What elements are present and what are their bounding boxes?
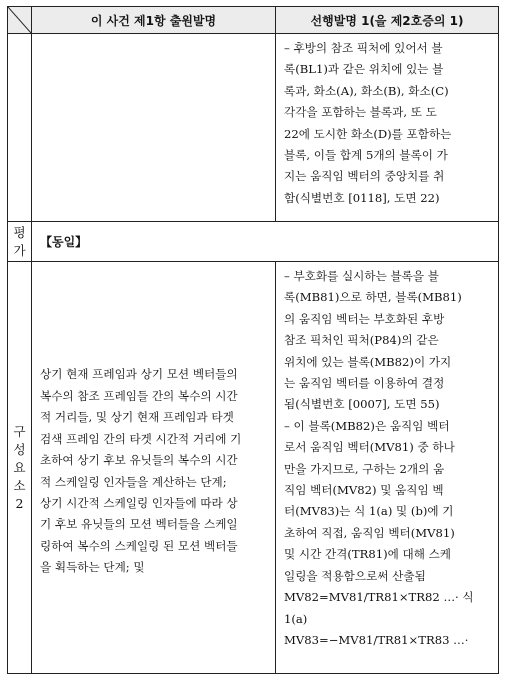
text-line: 됨(식별번호 [0007], 도면 55): [284, 397, 440, 412]
header-row: [8, 7, 499, 34]
diagonal-line: [8, 7, 31, 33]
text-line: 의 움직임 벡터는 부호화된 후방: [284, 311, 445, 326]
text-line: MV83=−MV81/TR81×TR83 …·: [284, 632, 469, 647]
text-line: – 이 블록(MB82)은 움직임 벡터: [284, 418, 450, 433]
text-line: 기 후보 유닛들의 모션 벡터들을 스케일: [40, 517, 238, 532]
side-char: 구: [13, 423, 26, 439]
header-prior-art: 선행발명 1(을 제2호증의 1): [276, 7, 499, 34]
side-empty-cell: [8, 34, 32, 222]
row-component-2: [8, 262, 499, 674]
text-line: 복수의 참조 프레임들 간의 복수의 시간: [40, 388, 238, 403]
side-char: 성: [13, 441, 26, 457]
text-line: 링하여 복수의 스케일링 된 모션 벡터들: [40, 538, 238, 553]
prior-art-cell-1: [276, 34, 499, 222]
text-line: 함(식별번호 [0118], 도면 22): [284, 190, 440, 205]
side-char: 평: [13, 224, 26, 240]
side-char: 요: [13, 459, 26, 475]
text-line: 참조 픽처인 픽처(P84)의 같은: [284, 333, 439, 348]
text-line: 록과, 화소(A), 화소(B), 화소(C): [284, 83, 449, 98]
evaluation-text: 【동일】: [32, 222, 499, 262]
text-line: 1(a): [284, 611, 308, 626]
text-line: – 부호화를 실시하는 블록을 블: [284, 269, 439, 283]
text-line: 만을 가지므로, 구하는 2개의 움: [284, 461, 445, 476]
text-line: MV82=MV81/TR81×TR82 …· 식: [284, 590, 474, 605]
diagonal-corner-cell: [8, 7, 32, 34]
text-line: 지는 움직임 벡터의 중앙치를 취: [284, 169, 445, 184]
side-char: 가: [13, 242, 26, 258]
text-line: 을 획득하는 단계; 및: [40, 560, 145, 575]
text-line: 적 스케일링 인자들을 계산하는 단계;: [40, 474, 227, 489]
side-char: 2: [15, 495, 24, 511]
text-line: 검색 프레임 간의 타겟 시간적 거리에 기: [40, 431, 242, 446]
text-line: 로서 움직임 벡터(MV81) 중 하나: [284, 440, 455, 455]
text-line: 적 거리들, 및 상기 현재 프레임과 타겟: [40, 410, 234, 425]
text-line: 초하여 상기 후보 유닛들의 복수의 시간: [40, 453, 238, 468]
text-line: 록(MB81)으로 하면, 블록(MB81): [284, 290, 462, 305]
text-line: 각각을 포함하는 블록과, 또 도: [284, 105, 437, 120]
text-line: – 후방의 참조 픽처에 있어서 블: [284, 41, 443, 55]
header-claimed-invention: 이 사건 제1항 출원발명: [32, 7, 276, 34]
side-label-evaluation: [8, 222, 32, 262]
side-char: 소: [13, 477, 26, 493]
text-line: 터(MV83)는 식 1(a) 및 (b)에 기: [284, 504, 454, 519]
text-line: 일링을 적용함으로써 산출됨: [284, 568, 426, 583]
text-line: 상기 시간적 스케일링 인자들에 따라 상: [40, 495, 238, 510]
text-line: 초하여 직접, 움직임 벡터(MV81): [284, 525, 455, 540]
row-continuation: [8, 34, 499, 222]
text-line: 22에 도시한 화소(D)를 포함하는: [284, 126, 452, 141]
text-line: 상기 현재 프레임과 상기 모션 벡터들의: [40, 367, 238, 382]
text-line: 직임 벡터(MV82) 및 움직임 벡: [284, 483, 444, 498]
text-line: 록(BL1)과 같은 위치에 있는 블: [284, 62, 444, 77]
text-line: 는 움직임 벡터를 이용하여 결정: [284, 376, 445, 391]
comparison-table: [7, 6, 499, 674]
claim-cell-component-2: [32, 262, 276, 674]
text-line: 및 시간 간격(TR81)에 대해 스케: [284, 547, 451, 562]
text-line: 블록, 이들 합계 5개의 블록이 가: [284, 148, 448, 163]
row-evaluation: [8, 222, 499, 262]
prior-art-cell-component-2: [276, 262, 499, 674]
side-label-component-2: [8, 262, 32, 674]
text-line: 위치에 있는 블록(MB82)이 가지: [284, 354, 452, 369]
left-empty-cell: [32, 34, 276, 222]
